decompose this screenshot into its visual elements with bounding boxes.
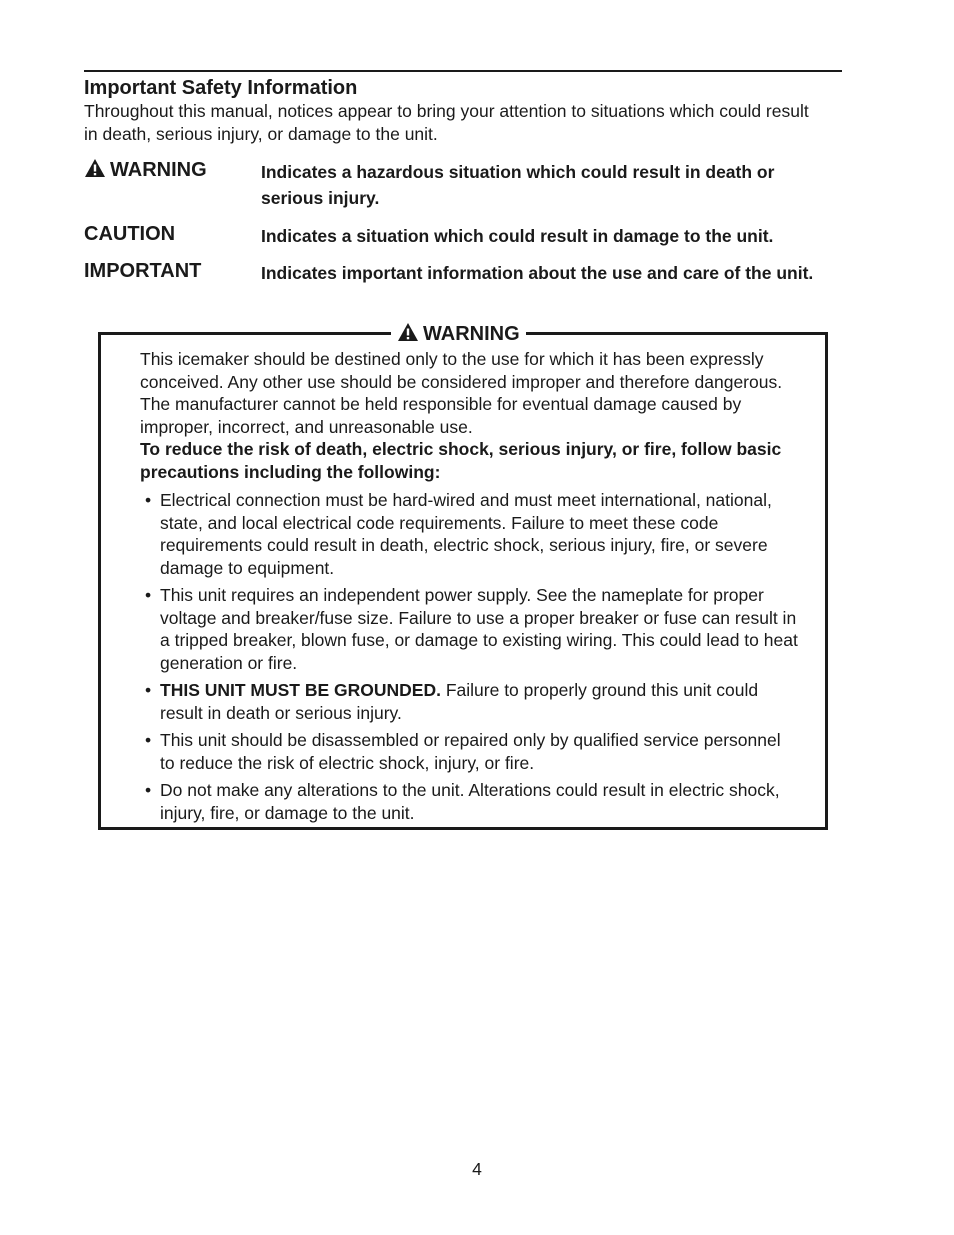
bullet-icon: • bbox=[145, 490, 152, 510]
notice-term bbox=[84, 158, 207, 182]
notice-definition: Indicates a hazardous situation which could result in death or serious injury. bbox=[261, 162, 775, 208]
list-item bbox=[140, 679, 800, 724]
section-title: Important Safety Information bbox=[84, 77, 358, 99]
notice-definition: Indicates a situation which could result in damage to the unit. bbox=[261, 226, 774, 246]
list-item-text: Do not make any alterations to the unit. Alterations could result in electric shock, injury, fire, or damage to the unit. bbox=[160, 780, 780, 823]
list-item-text: This unit should be disassembled or repaired only by qualified service personnel to reduce the risk of electric shock, injury, or fire. bbox=[160, 730, 781, 773]
notice-term: IMPORTANT bbox=[84, 260, 202, 282]
list-item bbox=[140, 779, 800, 824]
warning-box-title: WARNING bbox=[423, 323, 520, 345]
page-number: 4 bbox=[472, 1159, 482, 1179]
list-item-text: Electrical connection must be hard-wired and must meet international, national, state, and local electrical code requirements. Failure to meet these code requirements could result in death, electric shock, serious injury, fire, or severe damage to equipment. bbox=[160, 490, 772, 578]
warning-precautions-intro: To reduce the risk of death, electric shock, serious injury, or fire, follow basic precautions including the following: bbox=[140, 439, 782, 482]
section-intro: Throughout this manual, notices appear to bring your attention to situations which could result in death, serious injury, or damage to the unit. bbox=[84, 101, 809, 144]
warning-paragraph: This icemaker should be destined only to the use for which it has been expressly conceived. Any other use should be considered improper and therefore dangerous. The manufacturer cannot be held responsible for eventual damage caused by improper, incorrect, and unreasonable use. bbox=[140, 349, 783, 437]
top-divider bbox=[84, 70, 842, 72]
list-item-text: This unit requires an independent power supply. See the nameplate for proper voltage and breaker/fuse size. Failure to use a proper breaker or fuse can result in a tripped breaker, blown fuse, or damage to existing wiring. This could lead to heat generation or fire. bbox=[160, 585, 798, 673]
list-item bbox=[140, 729, 800, 774]
warning-box-header bbox=[391, 321, 526, 347]
warning-box-body bbox=[140, 348, 810, 829]
bullet-icon: • bbox=[145, 780, 152, 800]
list-item bbox=[140, 584, 800, 674]
list-item-text: Failure to properly ground this unit could result in death or serious injury. bbox=[160, 680, 759, 723]
notice-term-label: WARNING bbox=[110, 159, 207, 181]
bullet-icon: • bbox=[145, 730, 152, 750]
warning-triangle-icon bbox=[397, 322, 419, 342]
list-item-lead: THIS UNIT MUST BE GROUNDED. bbox=[160, 680, 441, 700]
warning-triangle-icon bbox=[84, 158, 106, 178]
list-item bbox=[140, 489, 800, 579]
bullet-icon: • bbox=[145, 680, 152, 700]
notice-term: CAUTION bbox=[84, 223, 176, 245]
bullet-icon: • bbox=[145, 585, 152, 605]
warning-box bbox=[98, 323, 828, 830]
precautions-list bbox=[140, 489, 810, 824]
notice-definition: Indicates important information about the use and care of the unit. bbox=[261, 263, 814, 283]
